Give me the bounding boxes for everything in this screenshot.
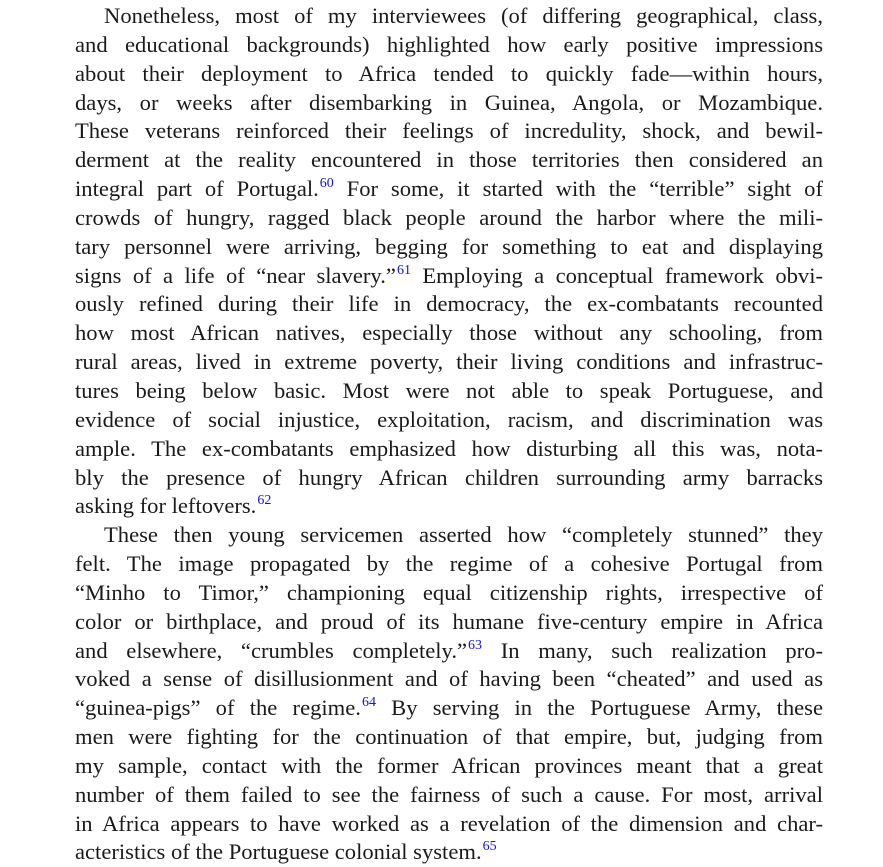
text-line: my sample, contact with the former African provinces meant that a great [75,752,823,778]
document-page [75,2,823,867]
text-segment: For some, it started with the “terrible” sight of [333,176,823,202]
text-line: tary personnel were arriving, begging for something to eat and displaying [75,233,823,259]
text-line: days, or weeks after disembarking in Guinea, Angola, or Mozambique. [75,89,823,115]
footnote-ref-63[interactable]: 63 [468,637,483,653]
text-line: “Minho to Timor,” championing equal citizenship rights, irrespective of [75,579,823,605]
text-line [75,838,823,867]
text-line: Nonetheless, most of my interviewees (of differing geographical, class, [104,3,823,28]
text-line: ample. The ex-combatants emphasized how disturbing all this was, nota- [75,435,823,461]
text-line: number of them failed to see the fairness of such a cause. For most, arrival [75,781,823,807]
text-segment: integral part of Portugal. [75,176,319,202]
footnote-ref-65[interactable]: 65 [482,839,497,855]
text-line: bly the presence of hungry African children surrounding army barracks [75,464,823,490]
text-line [75,637,823,666]
text-line: evidence of social injustice, exploitation, racism, and discrimination was [75,406,823,432]
text-line: about their deployment to Africa tended to quickly fade—within hours, [75,60,823,86]
text-segment: In many, such realization pro- [482,637,823,663]
text-line: men were fighting for the continuation of that empire, but, judging from [75,724,823,750]
text-line: crowds of hungry, ragged black people around the harbor where the mili- [75,204,823,230]
text-line: ously refined during their life in democracy, the ex-combatants recounted [75,291,823,317]
text-line: color or birthplace, and proud of its humane five-century empire in Africa [75,608,823,634]
text-segment: signs of a life of “near slavery.” [75,262,396,288]
footnote-ref-64[interactable]: 64 [361,695,376,711]
paragraph [75,2,823,521]
footnote-ref-62[interactable]: 62 [257,493,272,509]
text-segment: and elsewhere, “crumbles completely.” [75,637,468,663]
text-line [75,175,823,204]
text-segment: asking for leftovers. [75,493,257,519]
footnote-ref-61[interactable]: 61 [396,262,411,278]
text-segment: acteristics of the Portuguese colonial system. [75,839,482,865]
text-segment: By serving in the Portuguese Army, these [375,695,823,721]
text-line [75,694,823,723]
text-line: tures being below basic. Most were not able to speak Portuguese, and [75,377,823,403]
text-line: derment at the reality encountered in those territories then considered an [75,147,823,173]
text-segment: Employing a conceptual framework obvi- [410,262,824,288]
text-line [75,492,823,521]
text-line: in Africa appears to have worked as a revelation of the dimension and char- [75,810,823,836]
text-line: felt. The image propagated by the regime of a cohesive Portugal from [75,551,823,577]
text-line: voked a sense of disillusionment and of having been “cheated” and used as [75,666,823,692]
text-line: These veterans reinforced their feelings of incredulity, shock, and bewil- [75,118,823,144]
text-line: and educational backgrounds) highlighted how early positive impressions [75,31,823,57]
text-line: rural areas, lived in extreme poverty, their living conditions and infrastruc- [75,349,823,375]
text-segment: “guinea-pigs” of the regime. [75,695,361,721]
text-line [75,262,823,291]
footnote-ref-60[interactable]: 60 [319,176,334,192]
text-line: how most African natives, especially those without any schooling, from [75,320,823,346]
paragraph [75,521,823,867]
text-line: These then young servicemen asserted how “completely stunned” they [104,522,823,548]
